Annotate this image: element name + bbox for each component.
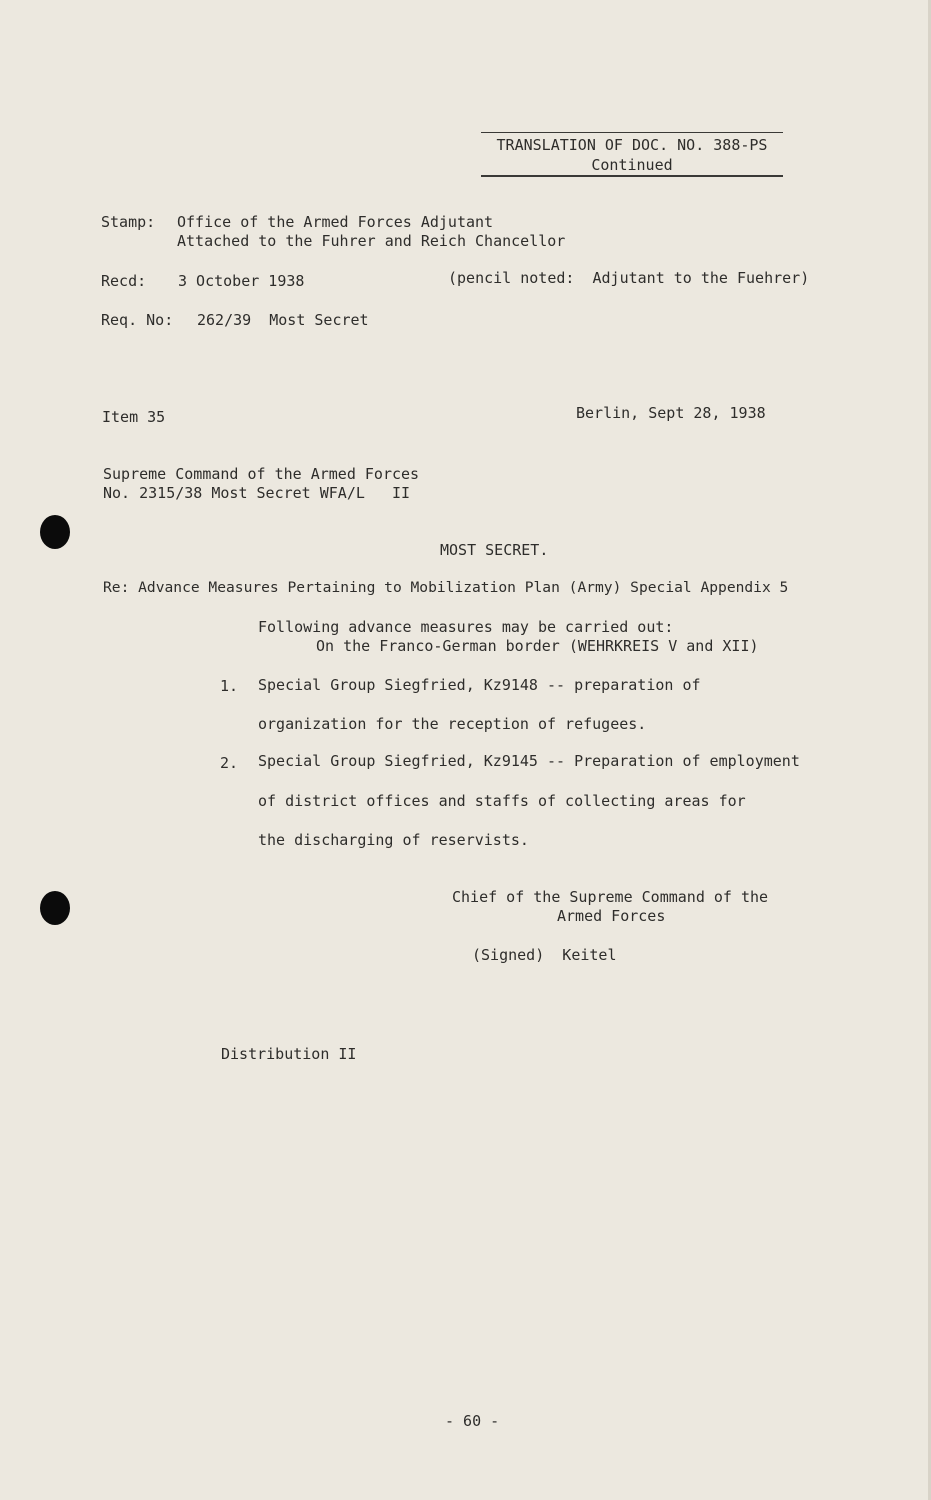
sender-line-2: No. 2315/38 Most Secret WFA/L II (103, 484, 411, 502)
measure-1-number: 1. (220, 677, 239, 695)
signature-title-line-2: Armed Forces (557, 907, 666, 925)
intro-line-2: On the Franco-German border (WEHRKREIS V and XII) (316, 637, 759, 655)
stamp-label: Stamp: (101, 213, 156, 231)
intro-line-1: Following advance measures may be carried out: (258, 618, 674, 636)
signature-signed: (Signed) Keitel (472, 946, 617, 964)
place-date: Berlin, Sept 28, 1938 (576, 404, 766, 422)
stamp-line-1: Office of the Armed Forces Adjutant (177, 213, 494, 231)
distribution: Distribution II (221, 1045, 357, 1063)
measure-2-line-2: of district offices and staffs of collecting areas for (258, 792, 746, 810)
punch-hole-upper (40, 515, 70, 549)
pencil-note: (pencil noted: Adjutant to the Fuehrer) (448, 269, 810, 287)
received-label: Recd: (101, 272, 147, 290)
stamp-line-2: Attached to the Fuhrer and Reich Chancellor (177, 232, 566, 250)
measure-2-line-3: the discharging of reservists. (258, 831, 529, 849)
registration-label: Req. No: (101, 311, 174, 329)
measure-2-number: 2. (220, 754, 239, 772)
header-title: TRANSLATION OF DOC. NO. 388-PS (496, 136, 768, 154)
signature-title-line-1: Chief of the Supreme Command of the (452, 888, 769, 906)
punch-hole-lower (40, 891, 70, 925)
received-date: 3 October 1938 (178, 272, 305, 290)
item-number: Item 35 (102, 408, 166, 426)
subject-line: Re: Advance Measures Pertaining to Mobilization Plan (Army) Special Appendix 5 (103, 579, 789, 596)
registration-value: 262/39 Most Secret (197, 311, 369, 329)
classification: MOST SECRET. (440, 541, 549, 559)
measure-1-line-2: organization for the reception of refugees. (258, 715, 647, 733)
measure-2-line-1: Special Group Siegfried, Kz9145 -- Preparation of employment (258, 752, 800, 770)
header-subtitle: Continued (591, 156, 673, 174)
measure-1-line-1: Special Group Siegfried, Kz9148 -- preparation of (258, 676, 701, 694)
sender-line-1: Supreme Command of the Armed Forces (103, 465, 420, 483)
page-number: - 60 - (445, 1412, 500, 1430)
document-header (481, 132, 783, 177)
